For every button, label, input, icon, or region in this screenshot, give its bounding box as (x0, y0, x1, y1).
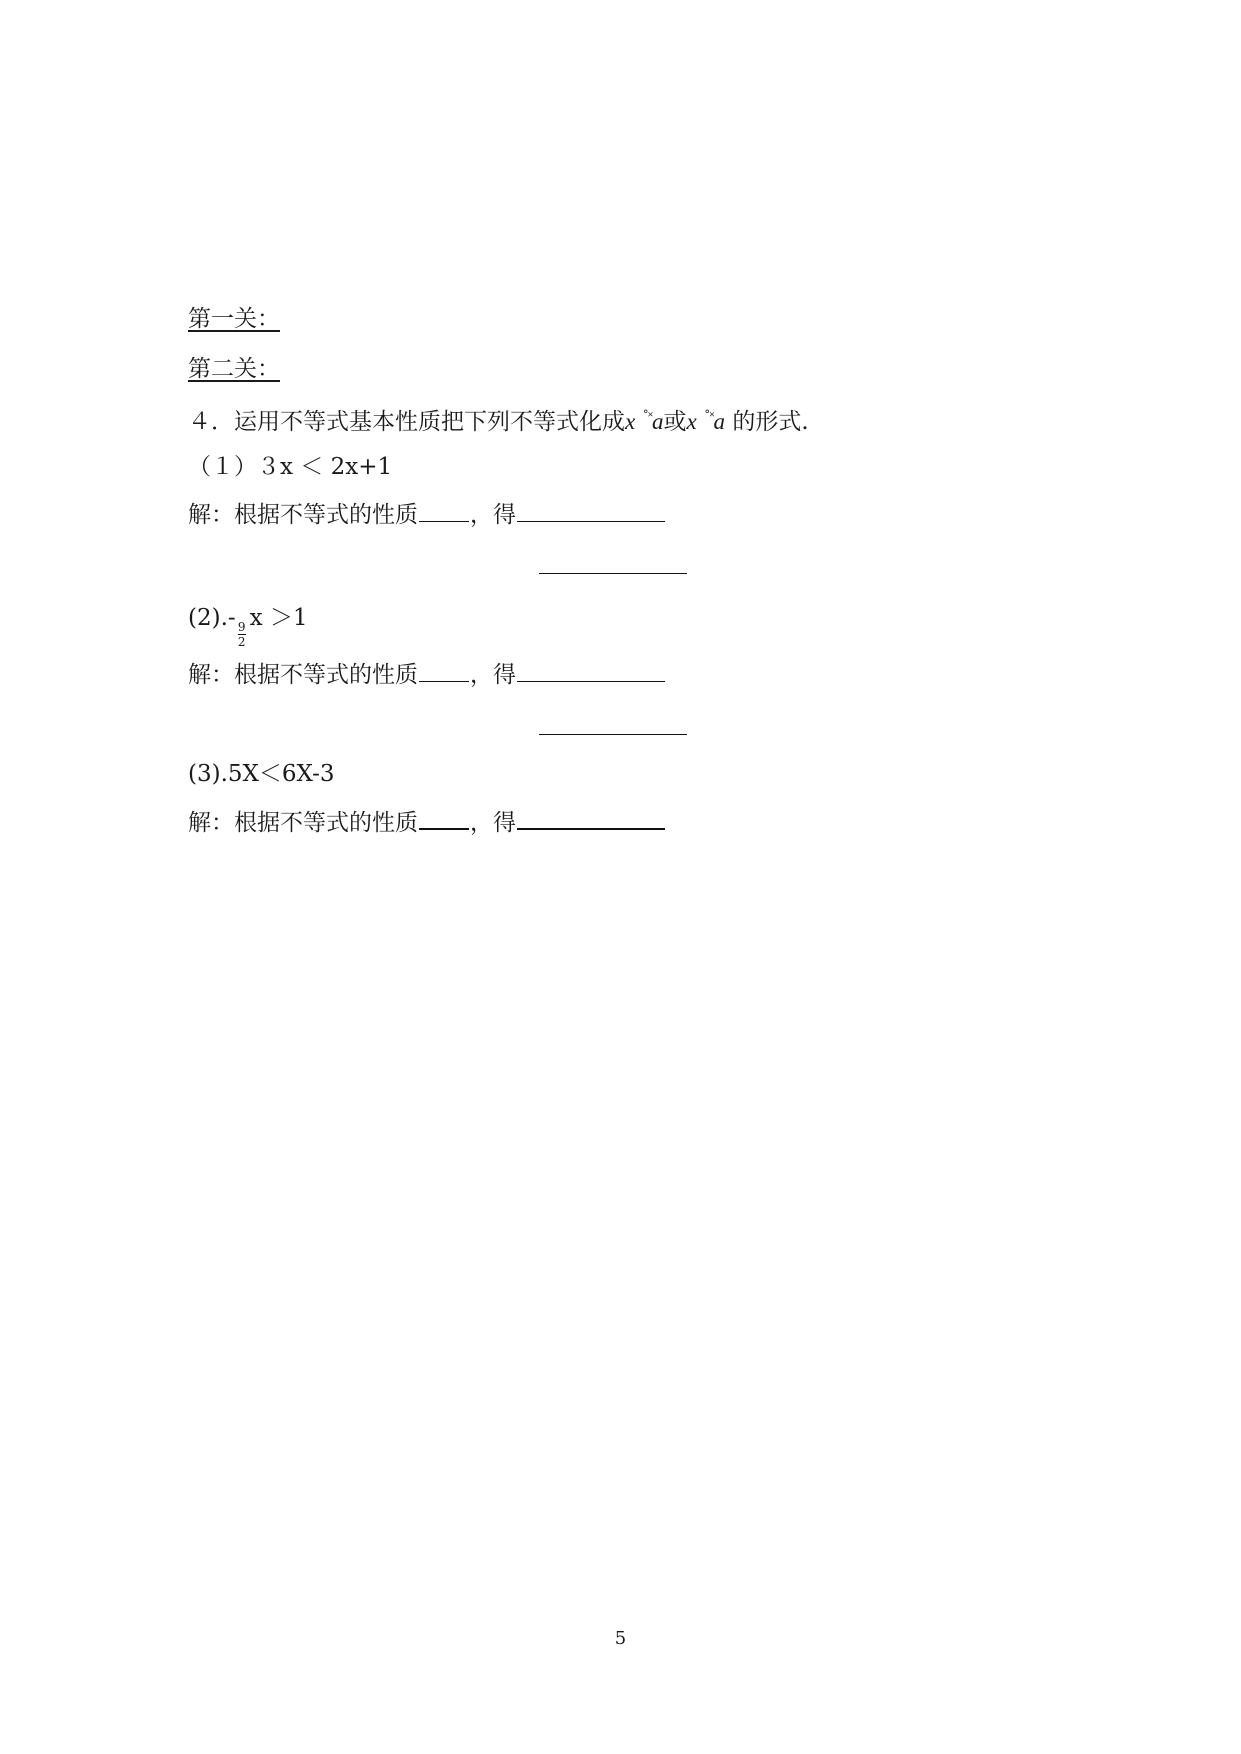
fraction (238, 621, 246, 648)
item-1-solution (188, 500, 666, 530)
level-one-text: 第一关： (188, 306, 280, 332)
page-number: 5 (614, 1628, 627, 1649)
var-a: a (652, 409, 664, 434)
solution-de: ，得 (470, 502, 516, 528)
result-blank[interactable] (517, 826, 665, 830)
item-3-text: (3).5X＜6X-3 (188, 761, 335, 787)
item-2-solution (188, 660, 666, 690)
result-blank[interactable] (517, 519, 665, 522)
item-2-prefix: (2).- (188, 605, 236, 631)
or-text: 或 (663, 409, 687, 435)
level-two-heading (188, 354, 280, 384)
solution-de: ，得 (470, 662, 516, 688)
question-text: 运用不等式基本性质把下列不等式化成 (234, 409, 625, 435)
result-blank[interactable] (517, 679, 665, 682)
var-x: x (625, 409, 636, 434)
question-4 (188, 403, 809, 437)
item-3-solution (188, 808, 666, 838)
item-3-label (188, 759, 335, 789)
var-a: a (713, 409, 725, 434)
solution-prefix: 解：根据不等式的性质 (188, 810, 418, 836)
var-x: x (686, 409, 697, 434)
inequality-symbol-1: ˚˟ (642, 410, 652, 425)
item-2-second-blank[interactable] (539, 734, 687, 735)
property-blank[interactable] (419, 679, 469, 682)
solution-prefix: 解：根据不等式的性质 (188, 662, 418, 688)
solution-de: ，得 (470, 810, 516, 836)
fraction-numerator: 9 (237, 620, 246, 634)
item-2-label (188, 603, 308, 648)
item-1-text: （１）３x ＜ 2x+1 (188, 454, 393, 480)
inequality-symbol-2: ˚˟ (704, 410, 714, 425)
level-two-text: 第二关： (188, 356, 280, 382)
property-blank[interactable] (419, 826, 469, 830)
item-1-second-blank[interactable] (539, 573, 687, 574)
question-tail: 的形式. (732, 409, 809, 435)
question-number: ４． (188, 409, 234, 435)
level-one-heading (188, 304, 280, 334)
item-2-suffix: x ＞1 (249, 605, 308, 631)
property-blank[interactable] (419, 519, 469, 522)
item-1-label (188, 452, 392, 482)
fraction-denominator: 2 (237, 635, 246, 649)
solution-prefix: 解：根据不等式的性质 (188, 502, 418, 528)
